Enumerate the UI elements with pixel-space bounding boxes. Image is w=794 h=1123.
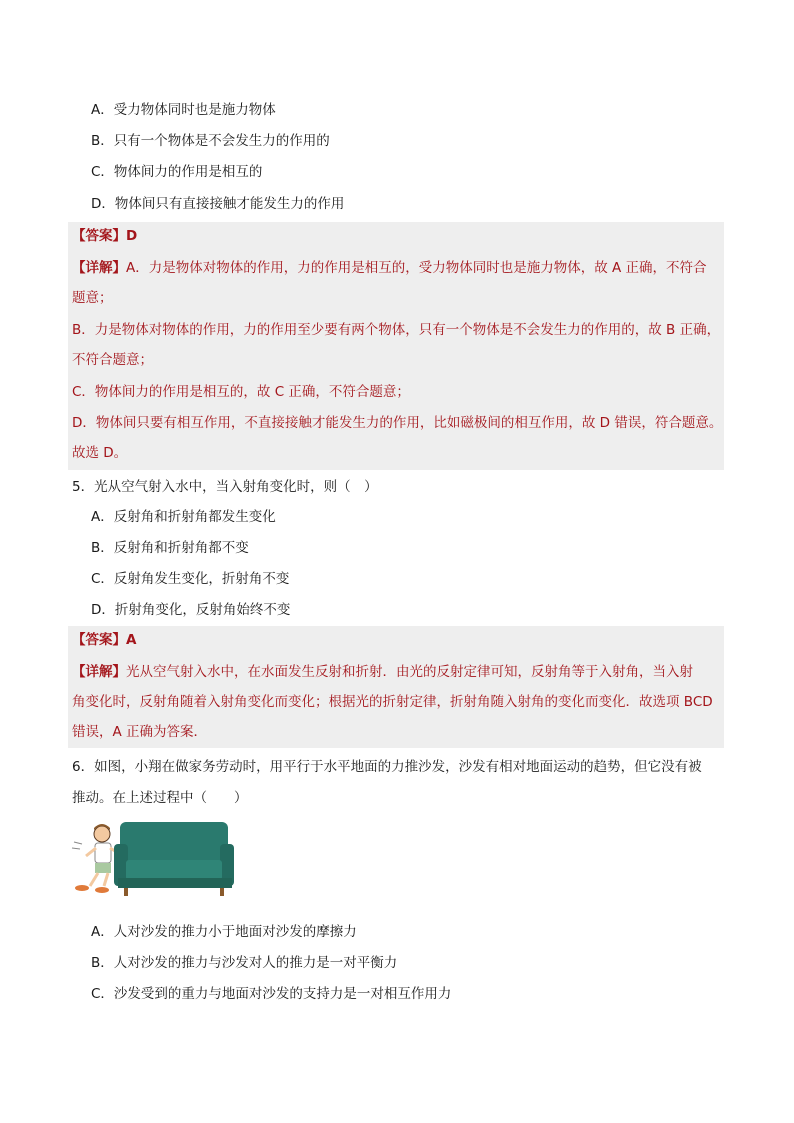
q5-answer-block <box>68 626 724 748</box>
q5-detail-line-1: 【详解】光从空气射入水中，在水面发生反射和折射．由光的反射定律可知，反射角等于入射角，当入射 <box>72 664 693 680</box>
q5-answer: 【答案】A <box>72 632 137 648</box>
q4-detail-line-3: B．力是物体对物体的作用，力的作用至少要有两个物体，只有一个物体是不会发生力的作用的，故 B 正确， <box>72 322 721 338</box>
q5-option-c: C．反射角发生变化，折射角不变 <box>91 571 290 587</box>
q4-detail-line-5: C．物体间力的作用是相互的，故 C 正确，不符合题意； <box>72 384 410 400</box>
q6-stem-line-2: 推动。在上述过程中（ ） <box>72 790 248 806</box>
q6-option-b: B．人对沙发的推力与沙发对人的推力是一对平衡力 <box>91 955 398 971</box>
q4-detail-line-4: 不符合题意； <box>72 352 153 368</box>
q5-option-d: D．折射角变化，反射角始终不变 <box>91 602 291 618</box>
boy-pushing-sofa-illustration <box>68 820 236 900</box>
q4-detail-line-2: 题意； <box>72 290 113 306</box>
q4-option-a: A．受力物体同时也是施力物体 <box>91 102 276 118</box>
q4-answer: 【答案】D <box>72 228 138 244</box>
q5-detail-line-3: 错误，A 正确为答案． <box>72 724 208 740</box>
q6-option-c: C．沙发受到的重力与地面对沙发的支持力是一对相互作用力 <box>91 986 452 1002</box>
q5-detail-line-2: 角变化时，反射角随着入射角变化而变化；根据光的折射定律，折射角随入射角的变化而变化．故选项 BCD <box>72 694 713 710</box>
q4-answer-block <box>68 222 724 470</box>
q6-option-a: A．人对沙发的推力小于地面对沙发的摩擦力 <box>91 924 357 940</box>
q5-option-a: A．反射角和折射角都发生变化 <box>91 509 276 525</box>
q6-stem-line-1: 6．如图，小翔在做家务劳动时，用平行于水平地面的力推沙发，沙发有相对地面运动的趋势，但它没有被 <box>72 759 702 775</box>
q4-option-c: C．物体间力的作用是相互的 <box>91 164 263 180</box>
sofa-figure <box>114 822 234 896</box>
q4-option-b: B．只有一个物体是不会发生力的作用的 <box>91 133 330 149</box>
q4-detail-line-6: D．物体间只要有相互作用，不直接接触才能发生力的作用，比如磁极间的相互作用，故 D 错误，符合题意。 <box>72 415 723 431</box>
q5-stem: 5．光从空气射入水中，当入射角变化时，则（ ） <box>72 479 378 495</box>
q4-detail-line-7: 故选 D。 <box>72 445 128 461</box>
q5-option-b: B．反射角和折射角都不变 <box>91 540 249 556</box>
q4-detail-line-1: 【详解】A．力是物体对物体的作用，力的作用是相互的，受力物体同时也是施力物体，故 A 正确，不符合 <box>72 260 707 276</box>
q4-option-d: D．物体间只有直接接触才能发生力的作用 <box>91 196 345 212</box>
boy-figure <box>72 824 120 893</box>
